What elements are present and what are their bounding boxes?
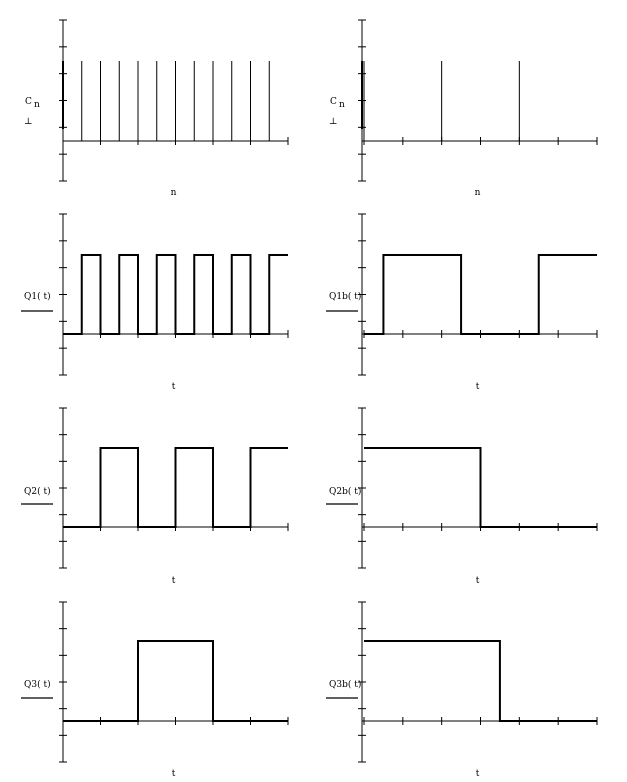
chart-panel-3 bbox=[21, 214, 288, 392]
x-axis-label: t bbox=[171, 769, 176, 779]
x-axis-label: t bbox=[171, 576, 176, 586]
chart-panel-4 bbox=[326, 214, 597, 392]
y-axis-label: C bbox=[25, 97, 32, 107]
x-axis-label: n bbox=[474, 188, 481, 198]
waveform-line bbox=[63, 448, 288, 527]
x-axis-label: t bbox=[475, 576, 480, 586]
y-axis-label: Q1b( t) bbox=[329, 292, 362, 302]
y-axis-label-subscript: n bbox=[339, 100, 345, 110]
waveform-line bbox=[364, 448, 597, 527]
waveform-line bbox=[63, 255, 288, 334]
x-axis-label: t bbox=[475, 769, 480, 779]
y-axis-under-mark: ⊥ bbox=[24, 117, 33, 127]
x-axis-label: t bbox=[171, 382, 176, 392]
chart-panel-7 bbox=[21, 602, 288, 779]
chart-panel-2 bbox=[329, 20, 597, 198]
y-axis-label: Q3b( t) bbox=[329, 680, 362, 690]
waveform-line bbox=[63, 641, 288, 721]
x-axis-label: t bbox=[475, 382, 480, 392]
y-axis-label: Q2( t) bbox=[24, 487, 51, 497]
waveform-line bbox=[364, 255, 597, 334]
chart-panel-6 bbox=[326, 408, 597, 586]
y-axis-label-subscript: n bbox=[34, 100, 40, 110]
y-axis-label: Q1( t) bbox=[24, 292, 51, 302]
waveform-line bbox=[364, 641, 597, 721]
chart-panel-8 bbox=[326, 602, 597, 779]
y-axis-under-mark: ⊥ bbox=[329, 117, 338, 127]
chart-panel-1 bbox=[24, 20, 288, 198]
chart-panel-5 bbox=[21, 408, 288, 586]
y-axis-label: Q3( t) bbox=[24, 680, 51, 690]
y-axis-label: Q2b( t) bbox=[329, 487, 362, 497]
x-axis-label: n bbox=[170, 188, 177, 198]
y-axis-label: C bbox=[330, 97, 337, 107]
